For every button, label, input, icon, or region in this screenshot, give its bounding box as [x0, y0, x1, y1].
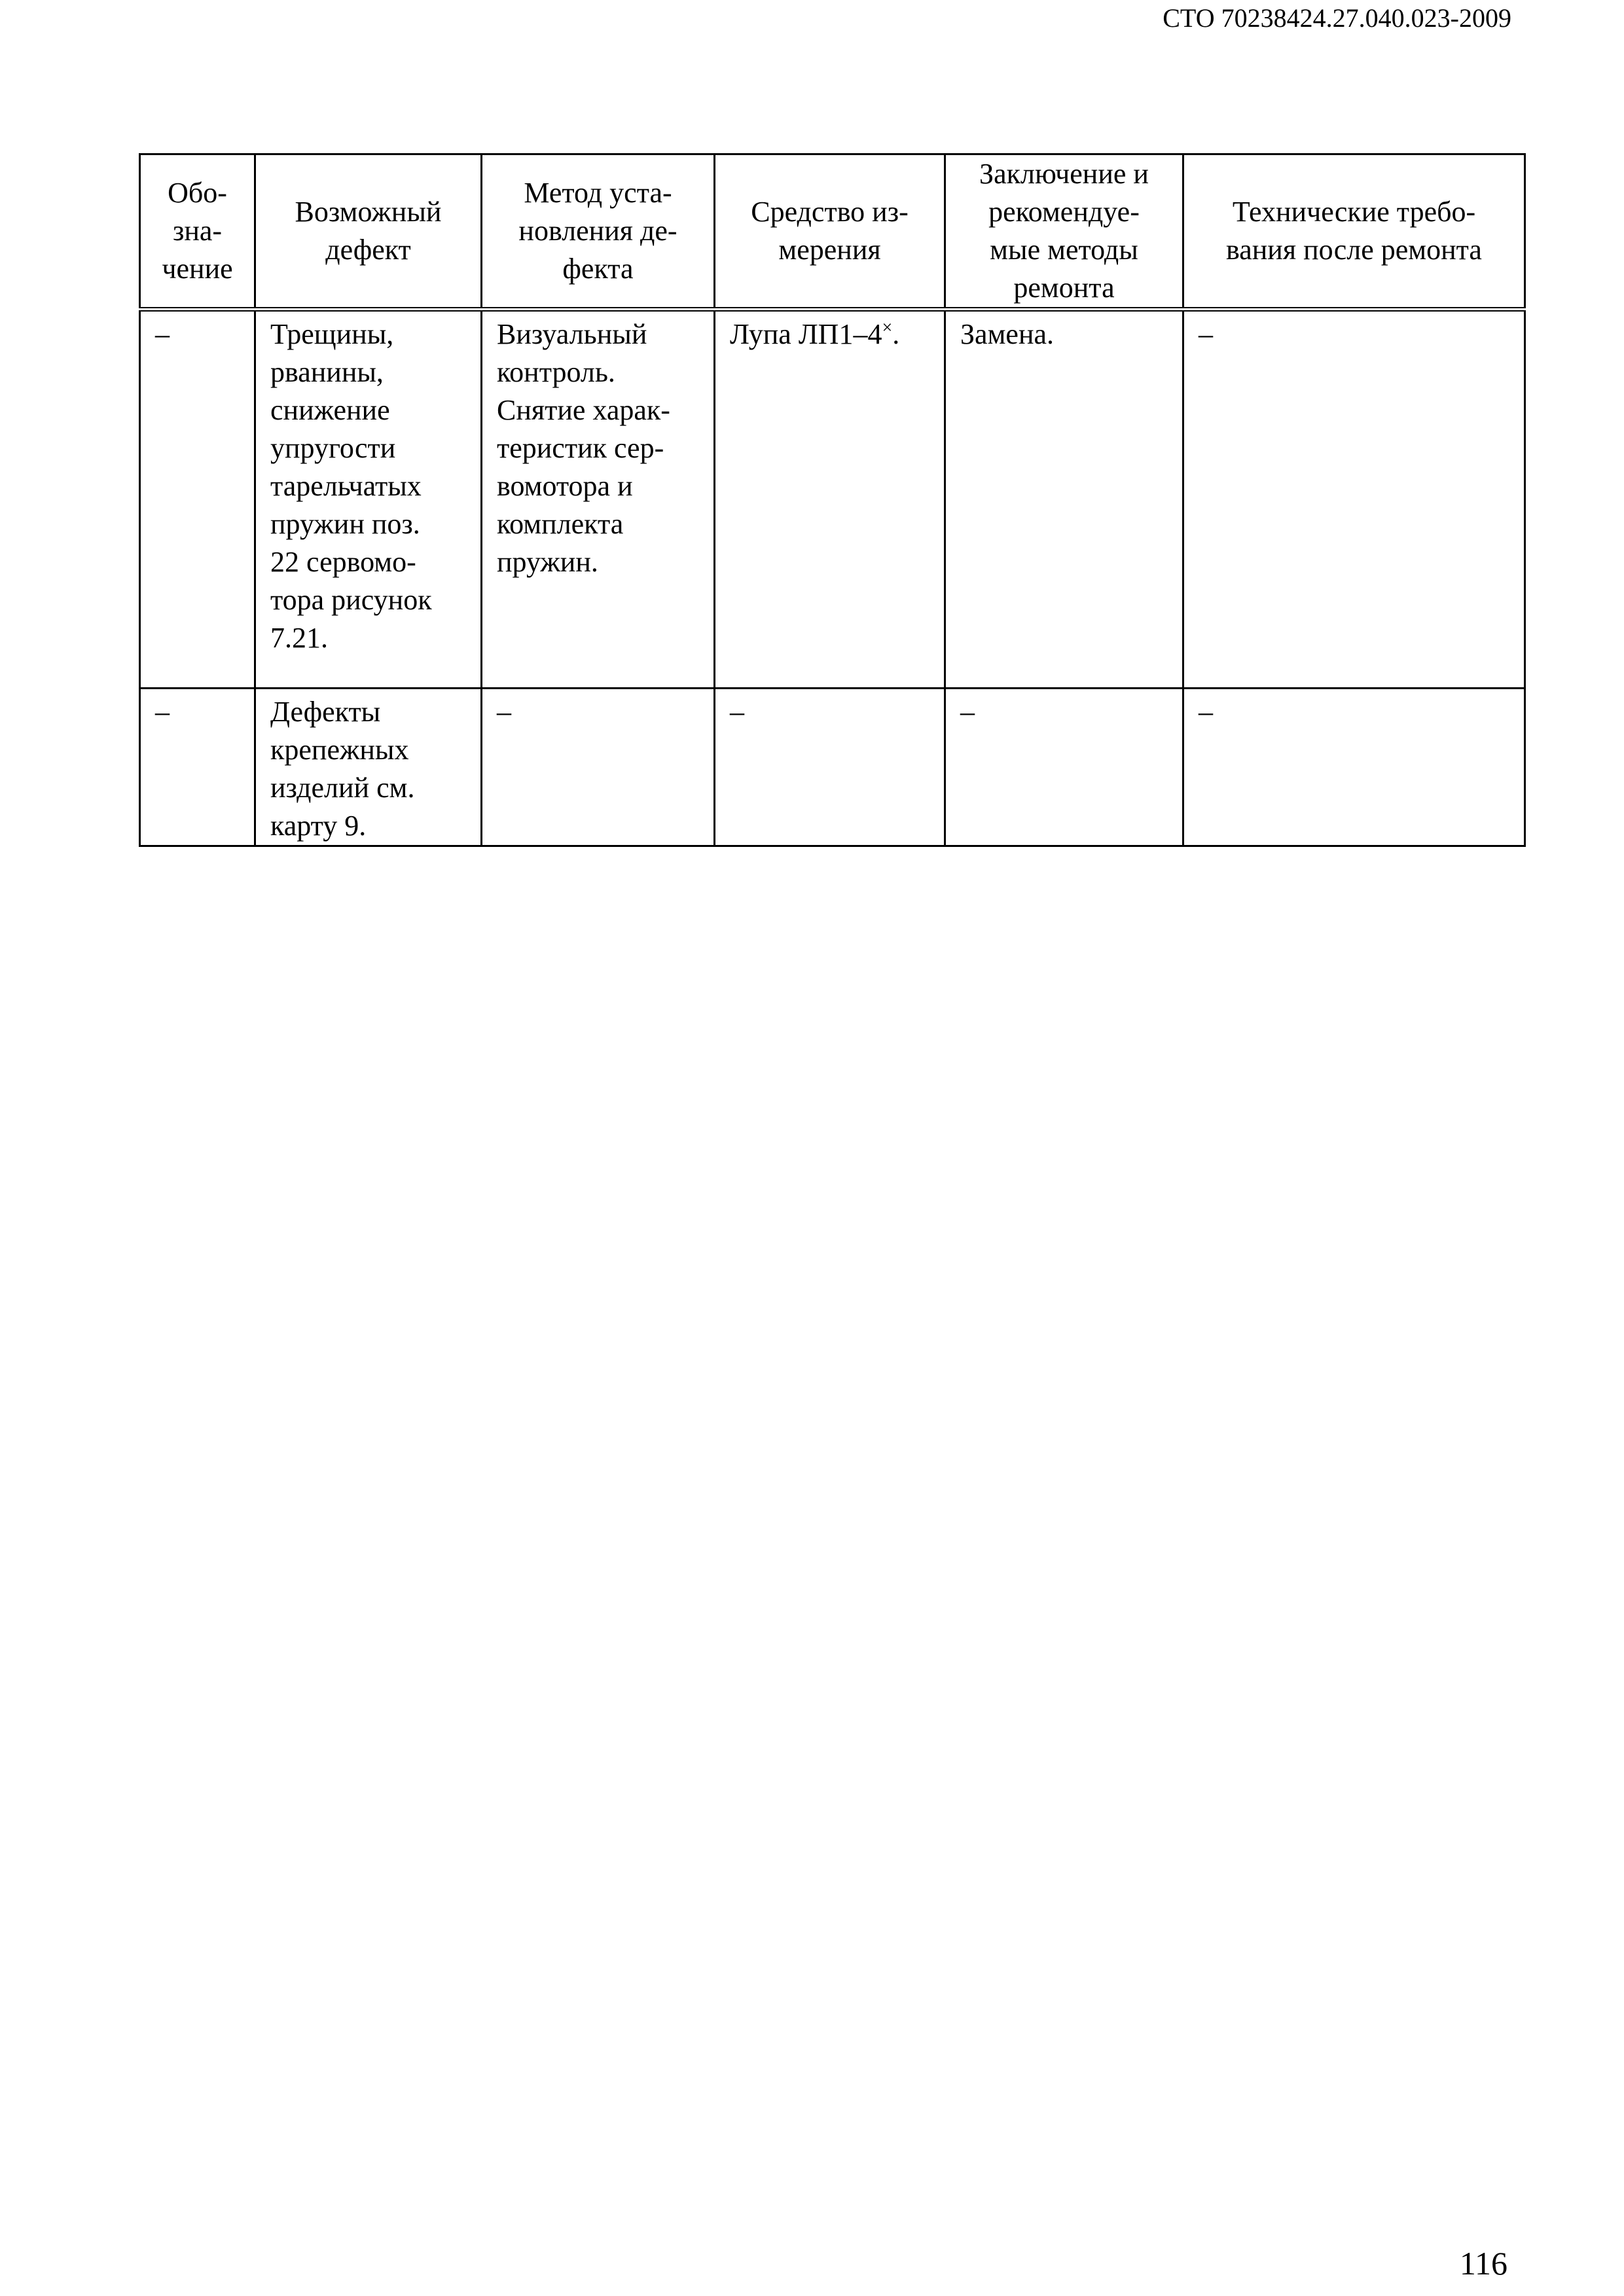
defect-cell: Дефекты крепежных изделий см. карту 9. — [255, 689, 482, 846]
requirements-cell: – — [1183, 310, 1525, 689]
conclusion-cell: – — [945, 689, 1183, 846]
table-header-row — [140, 154, 1525, 310]
designation-cell: – — [140, 689, 255, 846]
measurement-tool-superscript: × — [882, 317, 893, 338]
column-header-method: Метод уста- новления де- фекта — [482, 154, 715, 310]
measurement-tool-cell — [715, 310, 945, 689]
method-cell: – — [482, 689, 715, 846]
measurement-tool-text: Лупа ЛП1–4 — [730, 318, 882, 350]
method-cell: Визуальный контроль. Снятие харак- теристик сер- вомотора и комплекта пружин. — [482, 310, 715, 689]
designation-cell: – — [140, 310, 255, 689]
measurement-tool-suffix: . — [892, 318, 900, 350]
column-header-conclusion: Заключение и рекомендуе- мые методы ремонта — [945, 154, 1183, 310]
table-row — [140, 310, 1525, 689]
column-header-requirements: Технические требо- вания после ремонта — [1183, 154, 1525, 310]
requirements-cell: – — [1183, 689, 1525, 846]
column-header-designation: Обо- зна- чение — [140, 154, 255, 310]
page-number: 116 — [1459, 2245, 1507, 2282]
measurement-tool-cell: – — [715, 689, 945, 846]
defects-table — [139, 153, 1526, 847]
column-header-defect: Возможный дефект — [255, 154, 482, 310]
document-code: СТО 70238424.27.040.023-2009 — [1163, 3, 1511, 33]
defect-cell: Трещины, рванины, снижение упругости тарельчатых пружин поз. 22 сервомо- тора рисунок 7.21. — [255, 310, 482, 689]
column-header-measurement-tool: Средство из- мерения — [715, 154, 945, 310]
table-row — [140, 689, 1525, 846]
conclusion-cell: Замена. — [945, 310, 1183, 689]
